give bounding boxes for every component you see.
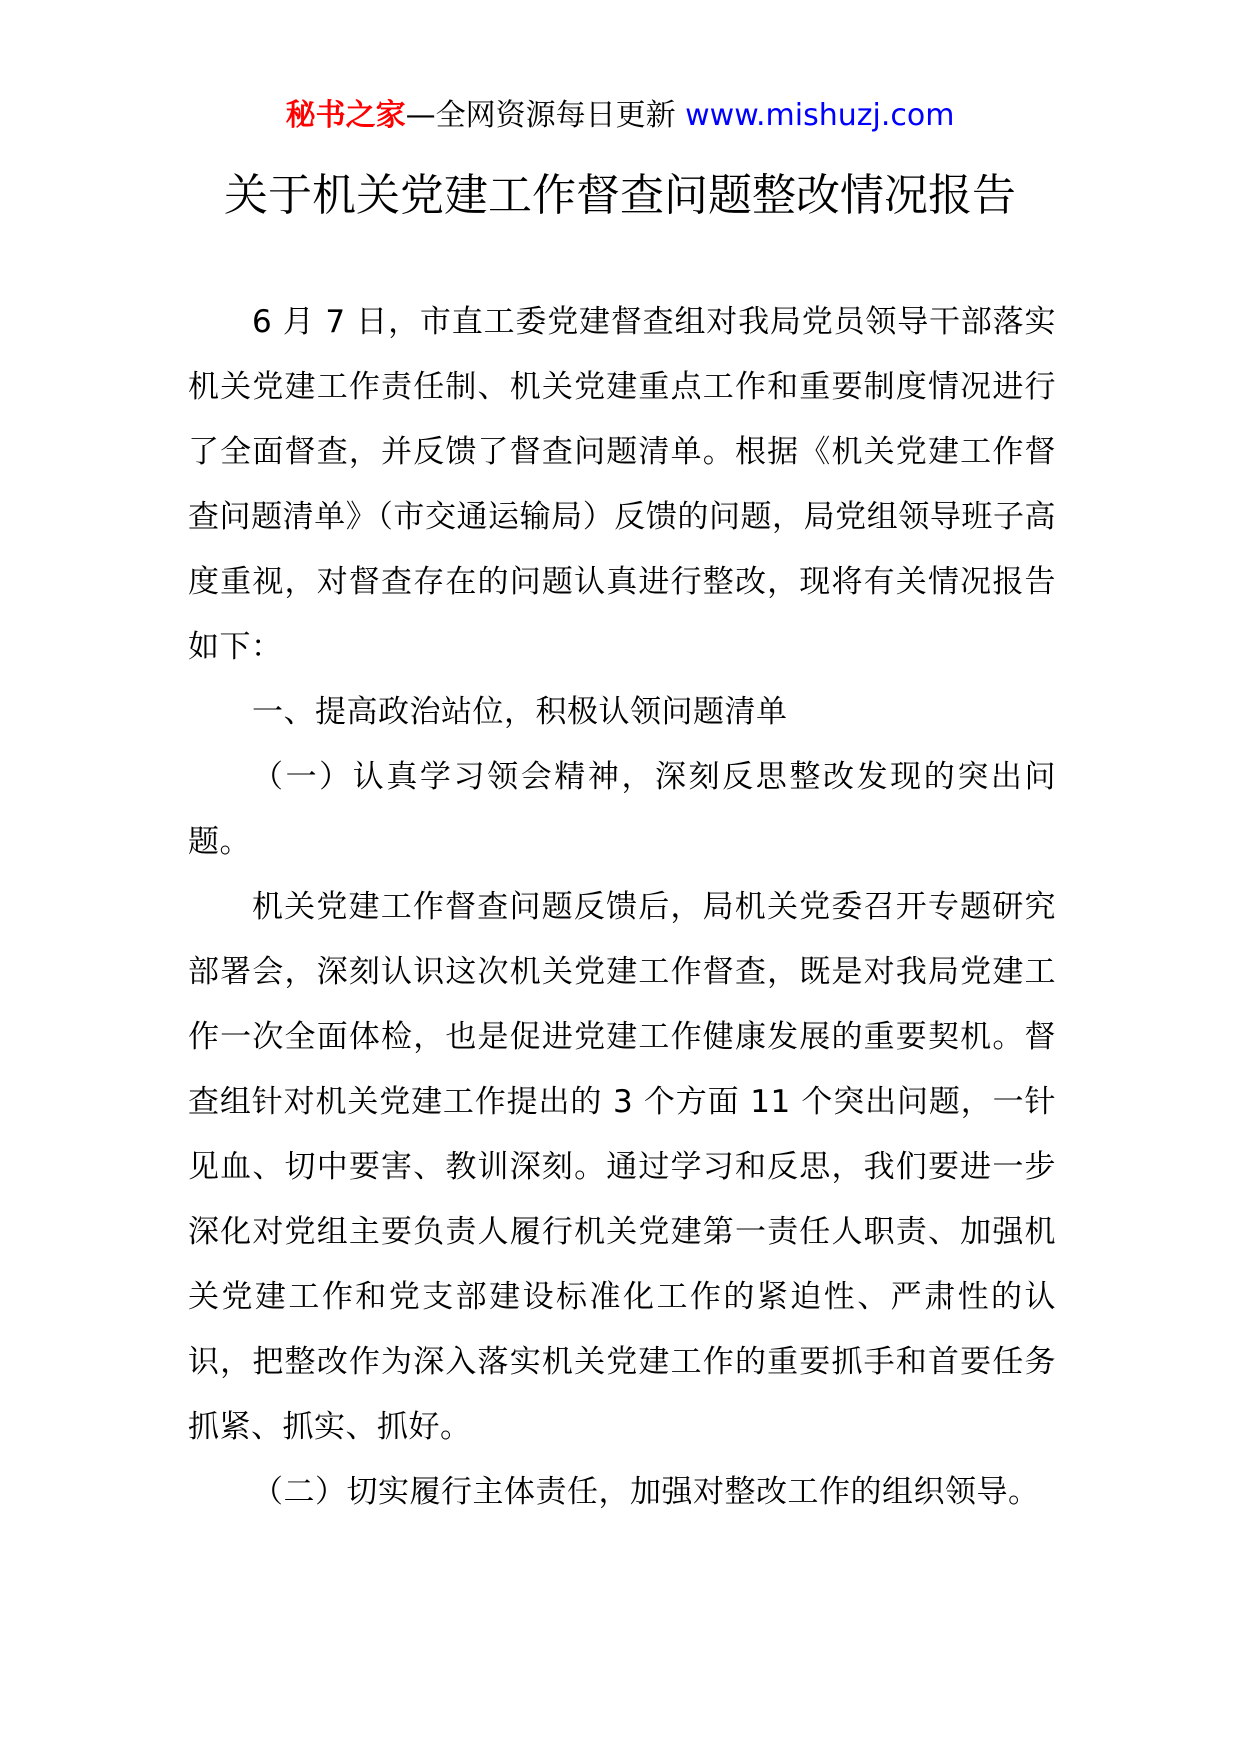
document-title: 关于机关党建工作督查问题整改情况报告 — [224, 170, 1016, 221]
document-body — [188, 290, 1056, 1525]
subsection-heading-2: （二）切实履行主体责任，加强对整改工作的组织领导。 — [252, 1474, 1040, 1510]
site-brand: 秘书之家 — [285, 98, 406, 133]
site-header — [0, 96, 1240, 136]
site-tagline: —全网资源每日更新 — [405, 98, 676, 133]
paragraph-body-1: 机关党建工作督查问题反馈后，局机关党委召开专题研究部署会，深刻认识这次机关党建工作督查，既是对我局党建工作一次全面体检，也是促进党建工作健康发展的重要契机。督查组针对机关党建工作提出的 3 个方面 11 个突出问题，一针见血、切中要害、教训深刻。通过学习和反思，我们要进一步深化对党组主要负责人履行机关党建第一责任人职责、加强机关党建工作和党支部建设标准化工作的紧迫性、严肃性的认识，把整改作为深入落实机关党建工作的重要抓手和首要任务抓紧、抓实、抓好。 — [188, 889, 1056, 1445]
subsection-heading-1: （一）认真学习领会精神，深刻反思整改发现的突出问题。 — [188, 759, 1056, 860]
paragraph-intro: 6 月 7 日，市直工委党建督查组对我局党员领导干部落实机关党建工作责任制、机关党建重点工作和重要制度情况进行了全面督查，并反馈了督查问题清单。根据《机关党建工作督查问题清单》（市交通运输局）反馈的问题，局党组领导班子高度重视，对督查存在的问题认真进行整改，现将有关情况报告如下： — [188, 304, 1056, 665]
section-heading-1: 一、提高政治站位，积极认领问题清单 — [252, 694, 788, 730]
site-url[interactable]: www.mishuzj.com — [685, 98, 955, 133]
